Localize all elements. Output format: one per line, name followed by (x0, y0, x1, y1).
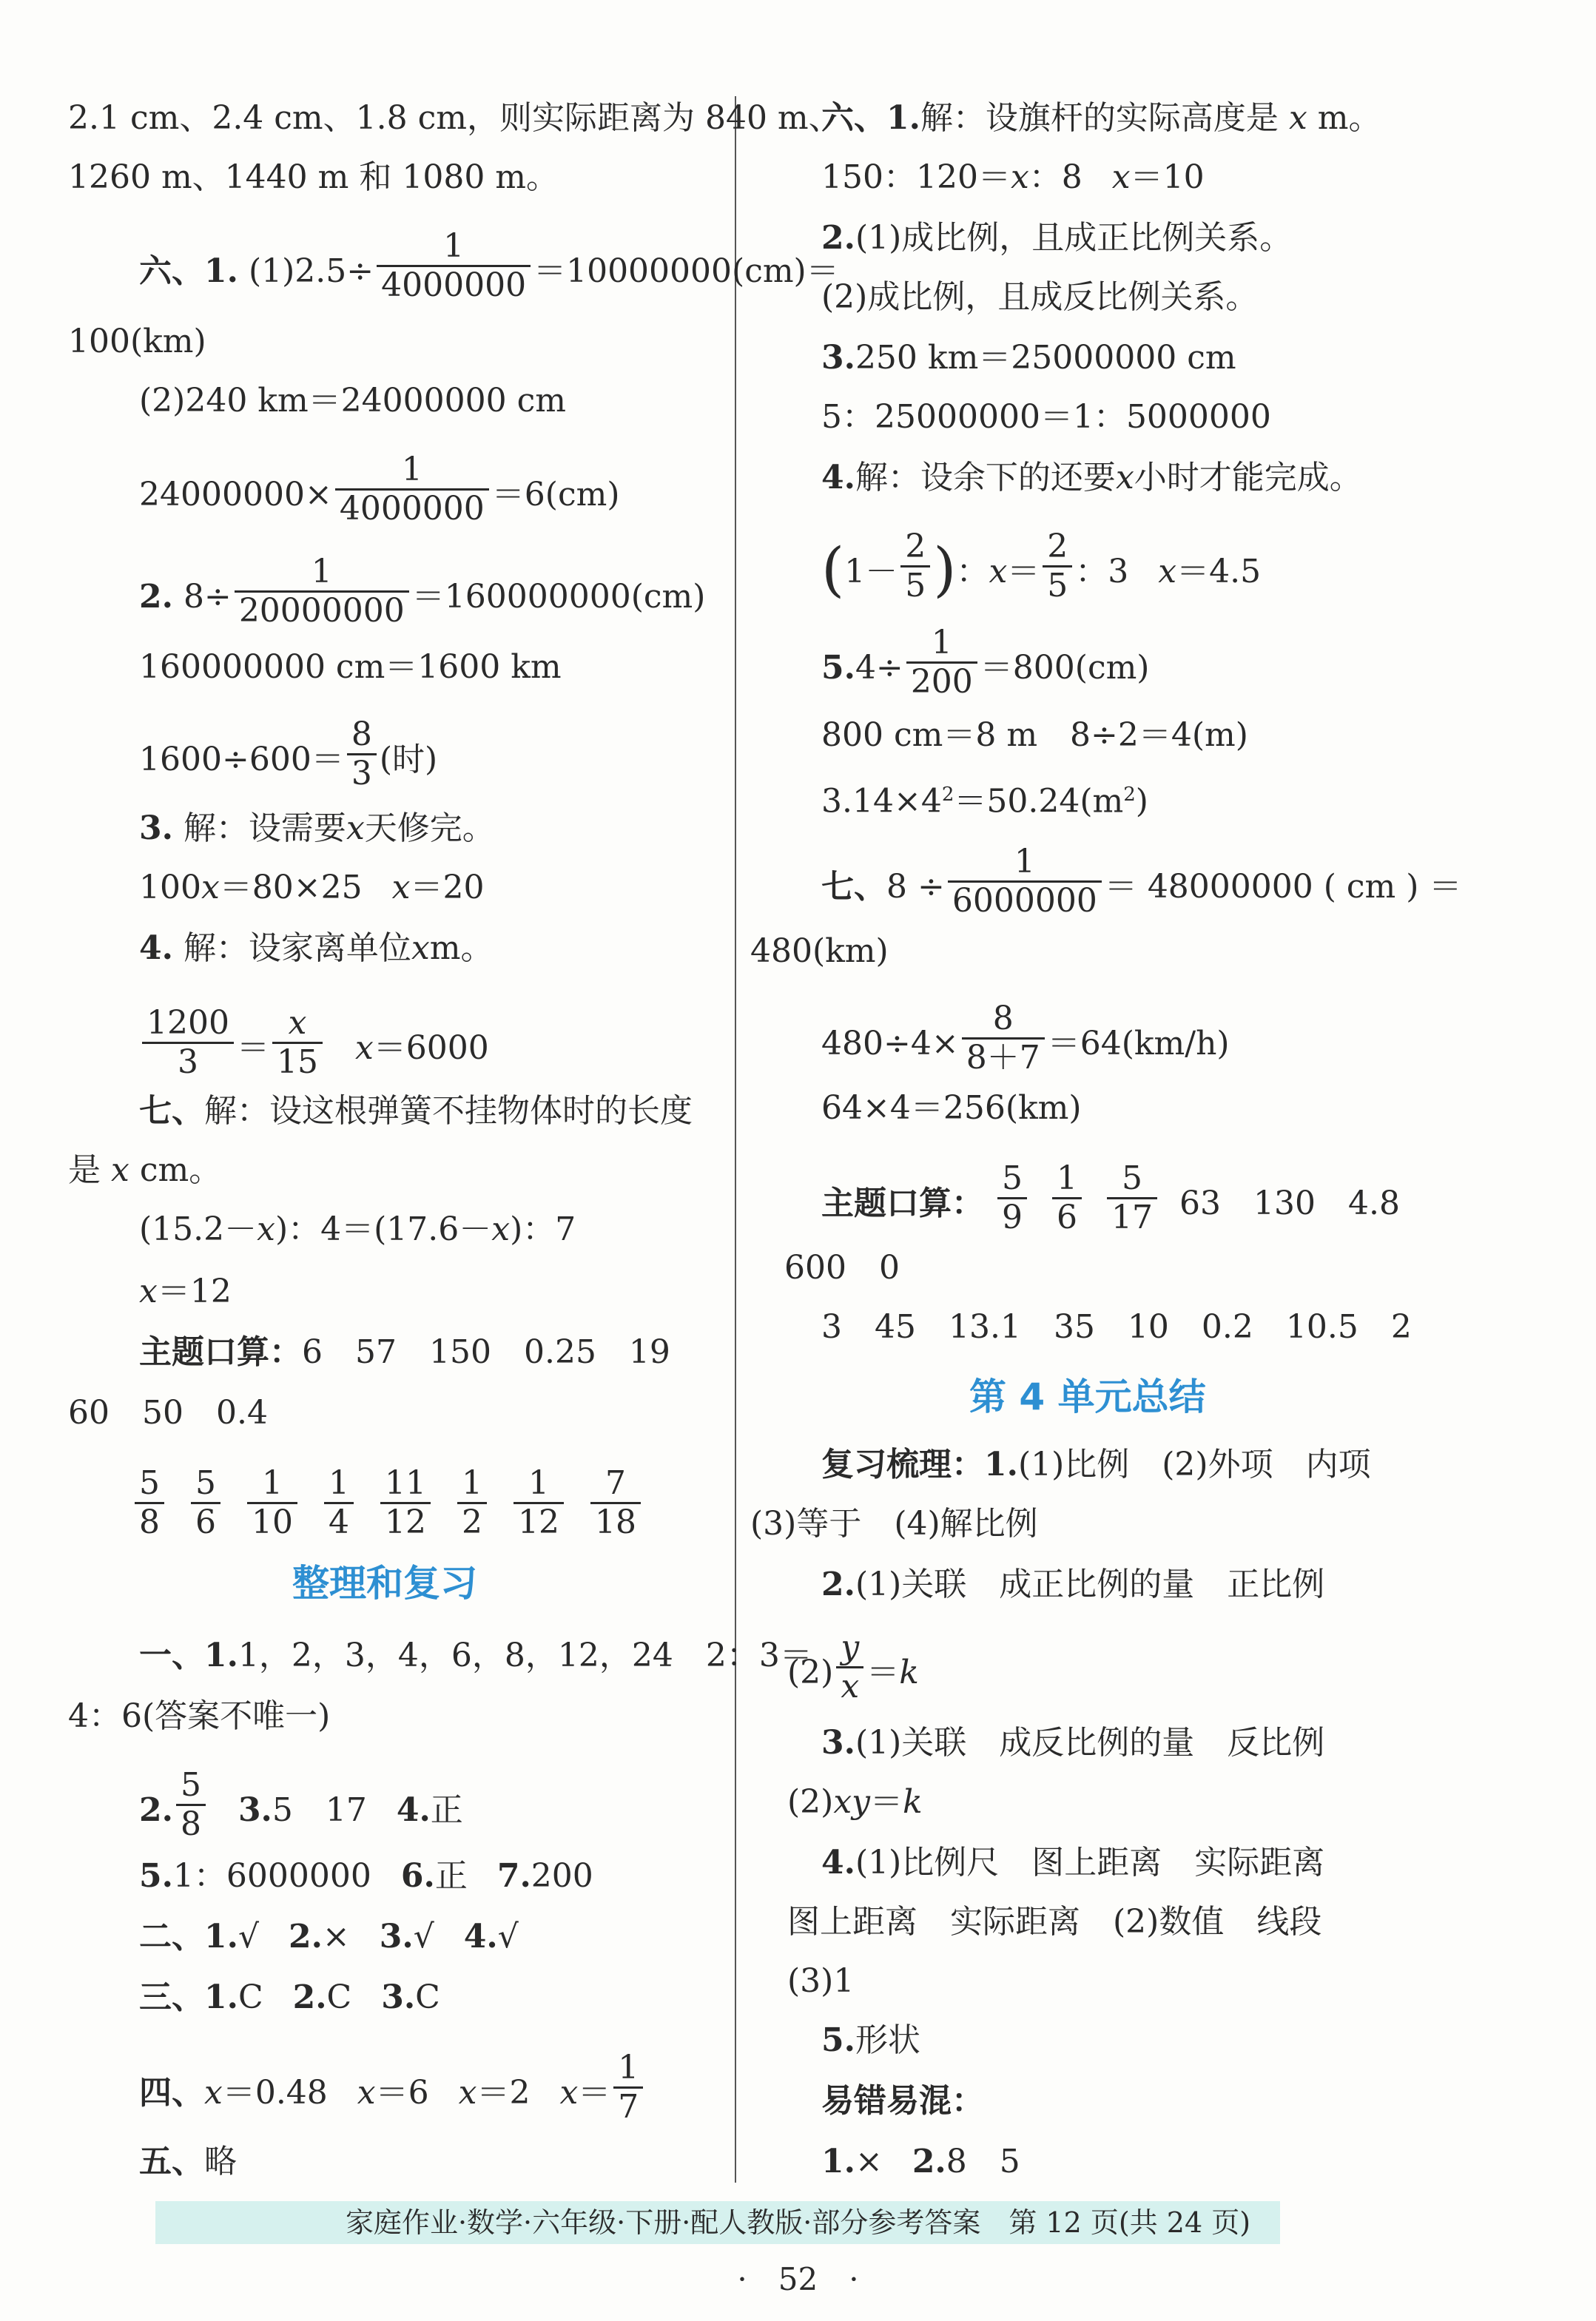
text-line: 160000000 cm＝1600 km (139, 648, 562, 686)
fraction: $\frac{x}{15}$ (272, 1005, 323, 1081)
fraction: $\frac{5}{9}$ (997, 1160, 1027, 1236)
summary-5: 5.形状 (821, 2021, 920, 2059)
page-number: · 52 · (737, 2261, 859, 2297)
page-footer: 家庭作业·数学·六年级·下册·配人教版·部分参考答案 第 12 页(共 24 页) (345, 2206, 1251, 2239)
text-line: 64×4＝256(km) (821, 1089, 1082, 1127)
confusion-label: 易错易混： (821, 2082, 984, 2120)
text-line: 1260 m、1440 m 和 1080 m。 (68, 158, 559, 196)
review-3: 三、1.C 2.C 3.C (139, 1978, 440, 2016)
fraction: $\frac{2}{5}$ (1043, 528, 1072, 604)
fraction: $\frac{1}{4}$ (324, 1465, 354, 1541)
equation-line: $\frac{1200}{3}$ ＝ $\frac{x}{15}$ x＝6000 (139, 1012, 489, 1088)
mental-math-line: 主题口算： $\frac{5}{9}$ $\frac{1}{6}$ $\frac{5}{17}$ 63 130 4.8 (821, 1159, 1400, 1236)
fraction: $\frac{5}{8}$ (135, 1465, 164, 1541)
answer-7: 七、解：设这根弹簧不挂物体时的长度 (139, 1092, 693, 1130)
answer-6-5: 5.4÷ $\frac{1}{200}$ ＝800(cm) (821, 624, 1150, 701)
column-divider (735, 96, 736, 2183)
text-line: 3 45 13.1 35 10 0.2 10.5 2 (821, 1308, 1412, 1346)
fraction: $\frac{2}{5}$ (900, 528, 930, 604)
item-number: 六、1. (139, 252, 238, 290)
text-line: 100(km) (68, 323, 206, 360)
equation-line: x＝12 (139, 1273, 232, 1310)
mental-math-line: 主题口算：6 57 150 0.25 19 (139, 1333, 670, 1371)
answer-6-1: 六、1.解：设旗杆的实际高度是 x m。 (821, 99, 1381, 137)
fraction: $\frac{1}{10}$ (247, 1465, 297, 1541)
answer-6-2: 2. 8÷ $\frac{1}{20000000}$ ＝160000000(cm) (139, 553, 706, 630)
summary-4: 4.(1)比例尺 图上距离 实际距离 (821, 1844, 1325, 1882)
fraction: $\frac{11}{12}$ (380, 1465, 431, 1541)
fraction: $\frac{1}{12}$ (514, 1465, 564, 1541)
review-line: 5.1：6000000 6.正 7.200 (139, 1857, 593, 1895)
text-line: 800 cm＝8 m 8÷2＝4(m) (821, 716, 1248, 754)
fraction: $\frac{1}{4000000}$ (377, 228, 531, 304)
answer-6-4: 4. 解：设家离单位xm。 (139, 929, 494, 967)
text-line: 600 0 (784, 1249, 900, 1287)
text-line: 60 50 0.4 (68, 1394, 268, 1432)
fraction: $\frac{5}{6}$ (191, 1465, 220, 1541)
answer-6-1 (139, 227, 839, 311)
fraction: $\frac{1}{7}$ (613, 2049, 643, 2126)
fraction: $\frac{y}{x}$ (836, 1629, 863, 1705)
review-5: 五、略 (139, 2143, 237, 2180)
fraction: $\frac{1}{2}$ (457, 1465, 487, 1541)
equation-line: 480÷4× $\frac{8}{8+7}$ ＝64(km/h) (821, 1000, 1230, 1077)
equation-line: 150：120＝x：8 x＝10 (821, 158, 1205, 196)
fraction: $\frac{7}{18}$ (590, 1465, 641, 1541)
fraction: $\frac{5}{8}$ (176, 1767, 206, 1843)
confusion-answers: 1.× 2.8 5 (821, 2143, 1020, 2180)
text-line: (2)240 km＝24000000 cm (139, 382, 566, 420)
answer-6-3: 3.250 km＝25000000 cm (821, 339, 1236, 377)
fraction: $\frac{1}{6}$ (1052, 1160, 1082, 1236)
equation-line: (1－ $\frac{2}{5}$ )：x＝ $\frac{2}{5}$ ：3 x＝4.5 (821, 528, 1262, 604)
answer-6-3: 3. 解：设需要x天修完。 (139, 809, 495, 847)
equation-line: (2)xy＝k (787, 1783, 923, 1821)
equation-line: 1600÷600＝ $\frac{8}{3}$ (时) (139, 715, 438, 792)
review-line: 2. $\frac{5}{8}$ 3.5 17 4.正 (139, 1766, 463, 1843)
section-heading: 第 4 单元总结 (969, 1375, 1206, 1418)
equation-line: (15.2－x)：4＝(17.6－x)：7 (139, 1210, 576, 1248)
text-line: (3)等于 (4)解比例 (750, 1505, 1038, 1543)
text-line: 4：6(答案不唯一) (68, 1697, 331, 1735)
review-1: 一、1.1，2，3，4，6，8，12，24 2：3＝ (139, 1637, 812, 1674)
text-line: (2)成比例，且成反比例关系。 (821, 278, 1259, 316)
review-4: 四、x＝0.48 x＝6 x＝2 x＝ $\frac{1}{7}$ (139, 2057, 646, 2133)
fraction: $\frac{8}{8+7}$ (962, 1000, 1045, 1077)
summary-3: 3.(1)关联 成反比例的量 反比例 (821, 1724, 1325, 1762)
text-line: (3)1 (787, 1962, 855, 2000)
mental-math-values: 63 130 4.8 (1179, 1185, 1400, 1222)
fraction: $\frac{1}{200}$ (906, 624, 977, 701)
fraction-row (132, 1464, 664, 1549)
answer-7: 七、8 ÷ $\frac{1}{6000000}$ ＝ 48000000 ( cm ) ＝ (821, 843, 1462, 920)
text-line: 2.1 cm、2.4 cm、1.8 cm，则实际距离为 840 m、 (68, 99, 841, 137)
text-line: 图上距离 实际距离 (2)数值 线段 (787, 1903, 1322, 1941)
text-line: $3.14\times 4^2=50.24(m^2)$ (821, 782, 1148, 821)
fraction: $\frac{1}{4000000}$ (335, 451, 489, 528)
summary-2: 2.(1)关联 成正比例的量 正比例 (821, 1566, 1325, 1603)
section-heading: 整理和复习 (292, 1562, 477, 1605)
answer-6-2: 2.(1)成比例，且成正比例关系。 (821, 219, 1293, 257)
summary-1: 复习梳理：1.(1)比例 (2)外项 内项 (821, 1446, 1371, 1483)
equation-line: (2) $\frac{y}{x}$ ＝k (787, 1628, 919, 1705)
fraction: $\frac{1}{6000000}$ (948, 843, 1102, 920)
fraction: $\frac{8}{3}$ (347, 716, 377, 792)
expression: ＝10000000(cm)＝ (533, 252, 839, 290)
text-line: 480(km) (750, 932, 889, 970)
equation-line: 100x＝80×25 x＝20 (139, 869, 485, 906)
fraction: $\frac{5}{17}$ (1107, 1160, 1157, 1236)
fraction: $\frac{1200}{3}$ (142, 1005, 234, 1081)
text-line: 是 x cm。 (68, 1151, 222, 1189)
answer-6-4: 4.解：设余下的还要x小时才能完成。 (821, 459, 1362, 496)
fraction: $\frac{1}{20000000}$ (235, 553, 409, 630)
expression: (1)2.5÷ (248, 252, 374, 290)
text-line: 5：25000000＝1：5000000 (821, 398, 1271, 436)
review-2: 二、1.√ 2.× 3.√ 4.√ (139, 1918, 519, 1955)
equation-line: 24000000× $\frac{1}{4000000}$ ＝6(cm) (139, 451, 620, 528)
